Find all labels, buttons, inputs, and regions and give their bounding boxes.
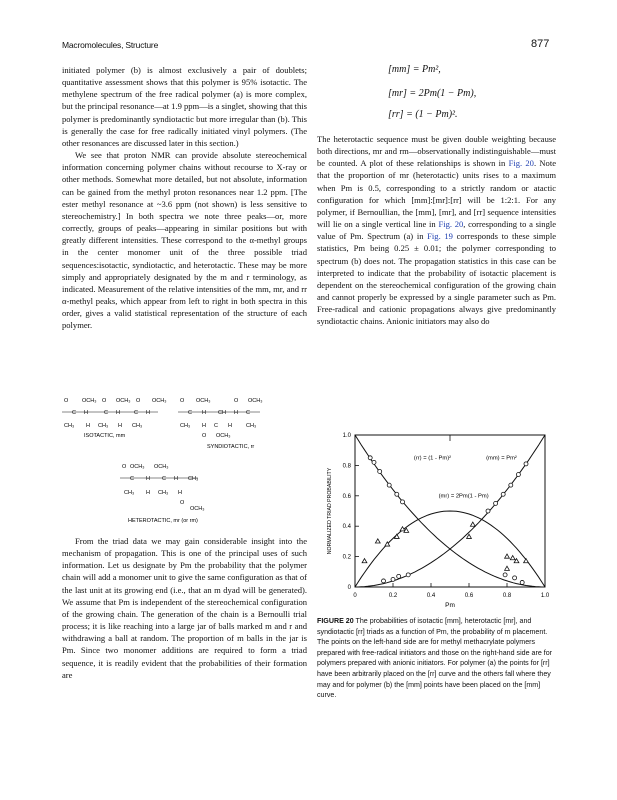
caption-label: FIGURE 20 — [317, 617, 354, 625]
data-point-triangle — [510, 556, 515, 560]
atom-label: OCH₃ — [154, 464, 169, 470]
atom-label: H — [118, 423, 122, 429]
text-segment: . Note that the proportion of mr (heterotactic) units rises to a maximum when Pm is 0.5, corresponding to a strictly random or atactic configuration for which [mm]:[mr]:[rr] will be 1:2:1. For any polymer, if Bernoullian, the [mm], [mr], and [rr] sequence intensities will lie on a single vertical line in — [317, 158, 556, 230]
equation-rr: [rr] = (1 − Pm)². — [388, 109, 458, 120]
atom-label: C — [188, 410, 192, 416]
structure-caption: ISOTACTIC, mm — [84, 433, 126, 439]
figure-caption — [317, 616, 560, 701]
data-point-circle — [378, 469, 382, 473]
atom-label: CH₃ — [188, 476, 199, 482]
curve-annotation: (mr) = 2Pm(1 - Pm) — [438, 493, 489, 500]
left-column-top — [62, 64, 307, 331]
caption-text: The probabilities of isotactic [mm], heterotactic [mr], and syndiotactic [rr] triads as a function of Pm, the probability of m placement. The points on the left-hand side are for methyl methacrylate polymers prepared with free-radical initiators and those on the right-hand side are for polymers prepared with anionic initiators. For polymer (a) the points for [rr] have been arbitrarily placed on the [rr] curve and the others fall where they may and for polymer (b) the [mm] points have been placed on the [mm] curve. — [317, 617, 553, 700]
triad-structures — [62, 390, 312, 530]
running-header: Macromolecules, Structure — [62, 40, 159, 50]
x-axis-label: Pm — [445, 602, 455, 609]
atom-label: H — [228, 423, 232, 429]
data-point-triangle — [467, 534, 472, 538]
chart-svg — [317, 425, 562, 610]
curve-annotation: (rr) = (1 - Pm)² — [413, 455, 452, 462]
atom-label: OCH₃ — [116, 398, 131, 404]
y-tick-label: 0.6 — [342, 493, 351, 500]
atom-label: O — [202, 433, 207, 439]
atom-label: H — [86, 423, 90, 429]
page-number: 877 — [531, 38, 550, 50]
atom-label: CH₃ — [158, 490, 169, 496]
atom-label: O — [64, 398, 69, 404]
y-tick-label: 0 — [347, 585, 351, 591]
data-point-circle — [516, 473, 520, 477]
atom-label: OCH₃ — [196, 398, 211, 404]
paragraph: We see that proton NMR can provide absolute stereochemical information concerning polymer chains without recourse to X-ray or other methods. Somewhat more detailed, but not absolute, information can be gained from the methyl proton resonances near 1.2 ppm. [The ester methyl resonance at ~3.6 ppm (not shown) is less sensitive to stereochemistry.] In both spectra we note three peaks—or, more correctly, groups of peaks—appearing in similar positions but with greatly different intensities. These correspond to the α-methyl groups in the center monomer unit of the three possible triad sequences:isotactic, syndiotactic, and heterotactic. These may be more simply and appropriately designated by the m and r terminology, as indicated. Measurement of the relative intensities of the mm, mr, and rr α-methyl peaks, which appear from left to right in both spectra in this order, gives a valid statistical representation of the structure of each polymer. — [62, 150, 307, 331]
left-column-bottom — [62, 535, 307, 681]
figure-20-chart — [317, 425, 562, 610]
data-point-triangle — [505, 554, 510, 558]
figure-link[interactable]: Fig. 20 — [508, 158, 534, 169]
equation-mr: [mr] = 2Pm(1 − Pm), — [388, 88, 477, 99]
y-tick-label: 0.8 — [342, 463, 351, 470]
atom-label: H — [116, 410, 120, 416]
figure-link[interactable]: Fig. 19 — [427, 231, 453, 242]
paragraph: initiated polymer (b) is almost exclusively a pair of doublets; quantitative assessment shows that this polymer is 95% isotactic. The methylene spectrum of the free radical polymer (a) is more complex, but the principal resonance—at 1.9 ppm—is a singlet, showing that this polymer is predominantly syndiotactic but more irregular than (b). This is generally the case for free radically initiated vinyl polymers. (The other resonances are discussed later in this section.) — [62, 65, 307, 148]
atom-label: OCH₃ — [152, 398, 167, 404]
atom-label: OCH₃ — [190, 506, 205, 512]
data-point-triangle — [470, 522, 475, 526]
atom-label: H — [234, 410, 238, 416]
data-point-circle — [401, 500, 405, 504]
atom-label: O — [180, 398, 185, 404]
data-point-circle — [397, 574, 401, 578]
data-point-circle — [520, 580, 524, 584]
data-point-circle — [501, 492, 505, 496]
y-axis-label: NORMALIZED TRIAD PROBABILITY — [327, 467, 333, 555]
structures-drawing — [62, 390, 312, 530]
x-tick-label: 1.0 — [540, 593, 550, 599]
data-point-circle — [503, 573, 507, 577]
y-tick-label: 1.0 — [342, 433, 351, 439]
structure-caption: SYNDIOTACTIC, rr — [207, 444, 255, 450]
atom-label: C — [72, 410, 76, 416]
equation-mm: [mm] = Pm², — [388, 64, 441, 75]
atom-label: H — [174, 476, 178, 482]
paragraph — [317, 133, 556, 328]
atom-label: O — [136, 398, 141, 404]
atom-label: C — [104, 410, 108, 416]
data-point-triangle — [524, 559, 529, 563]
atom-label: CH₃ — [124, 490, 135, 496]
figure-link[interactable]: Fig. 20 — [438, 219, 464, 230]
structure-caption: HETEROTACTIC, mr (or rm) — [128, 518, 198, 524]
atom-label: H — [202, 410, 206, 416]
atom-label: CH₃ — [64, 423, 75, 429]
data-point-triangle — [505, 566, 510, 570]
atom-label: H — [146, 410, 150, 416]
atom-label: OCH₃ — [130, 464, 145, 470]
curve-annotation: (mm) = Pm² — [486, 455, 517, 462]
x-tick-label: 0.8 — [502, 593, 512, 599]
x-tick-label: 0 — [353, 593, 357, 599]
atom-label: O — [102, 398, 107, 404]
right-column — [317, 133, 556, 328]
data-point-circle — [513, 576, 517, 580]
atom-label: O — [234, 398, 239, 404]
data-point-circle — [494, 501, 498, 505]
data-point-circle — [382, 579, 386, 583]
y-tick-label: 0.2 — [342, 554, 351, 561]
data-point-triangle — [362, 559, 367, 563]
atom-label: OCH₃ — [248, 398, 263, 404]
data-point-circle — [406, 573, 410, 577]
x-tick-label: 0.4 — [426, 593, 436, 599]
data-point-circle — [486, 509, 490, 513]
atom-label: CH₃ — [180, 423, 191, 429]
atom-label: C — [162, 476, 166, 482]
atom-label: OCH₃ — [82, 398, 97, 404]
data-point-circle — [372, 460, 376, 464]
data-point-circle — [524, 462, 528, 466]
y-tick-label: 0.4 — [342, 524, 351, 531]
atom-label: CH₃ — [246, 423, 257, 429]
data-point-circle — [387, 483, 391, 487]
x-tick-label: 0.2 — [388, 593, 398, 599]
data-point-circle — [391, 577, 395, 581]
atom-label: H — [178, 490, 182, 496]
atom-label: CH — [218, 410, 226, 416]
atom-label: H — [84, 410, 88, 416]
atom-label: O — [122, 464, 127, 470]
atom-label: C — [246, 410, 250, 416]
x-tick-label: 0.6 — [464, 593, 474, 599]
paragraph: From the triad data we may gain considerable insight into the mechanism of propagation. This is one of the principal uses of such information. Let us designate by Pm the probability that the polymer chain will add a monomer unit to give the same configuration as that of the last unit at its growing end (i.e., that an m dyad will be generated). We assume that Pm is independent of the stereochemical configuration of the growing chain. The generation of the chain is a Bernoulli trial process; it is like reaching into a large jar of balls marked m and r and withdrawing a ball at random. The proportion of m balls in the jar is Pm. Since two monomer additions are required to form a triad sequence, it is readily evident that the probabilities of their formation are — [62, 536, 307, 680]
atom-label: OCH₃ — [216, 433, 231, 439]
atom-label: H — [146, 490, 150, 496]
atom-label: CH₃ — [132, 423, 143, 429]
data-point-circle — [395, 492, 399, 496]
data-point-circle — [509, 483, 513, 487]
text-segment: corresponds to these simple statistics, Pm being 0.25 ± 0.01; the polymer corresponding to spectrum (b) does not. The propagation statistics in this case can be interpreted to indicate that the probability of isotactic placement is dependent on the stereochemical configuration of the growing chain and cannot properly be expressed by a single parameter such as Pm. Free-radical and cationic propagations always give predominantly syndiotactic chains. Anionic initiators may also do — [317, 231, 556, 327]
atom-label: O — [180, 500, 185, 506]
atom-label: C — [214, 423, 218, 429]
text-segment: The heterotactic sequence must be given double weighting because both directions, mr and rm—observationally indistinguishable—must be counted. A plot of these relationships is shown in — [317, 134, 556, 169]
text-segment: , corresponding to a single value of Pm. Spectrum (a) in — [317, 219, 557, 242]
atom-label: CH₃ — [98, 423, 109, 429]
data-point-circle — [368, 456, 372, 460]
atom-label: C — [130, 476, 134, 482]
atom-label: C — [134, 410, 138, 416]
data-point-triangle — [375, 539, 380, 543]
atom-label: H — [202, 423, 206, 429]
atom-label: H — [146, 476, 150, 482]
